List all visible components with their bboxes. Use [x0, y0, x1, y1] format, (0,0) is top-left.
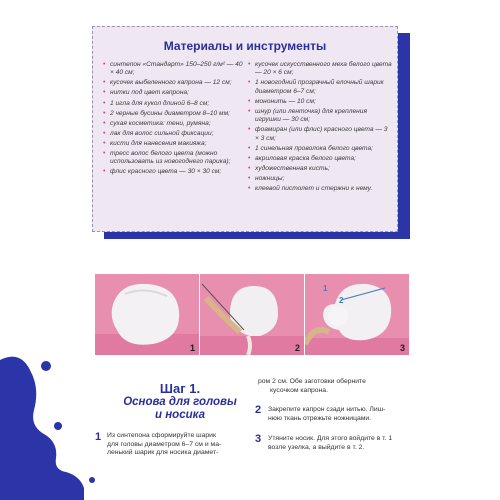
- photo-step-3: [305, 274, 409, 355]
- material-item: [103, 120, 243, 128]
- material-item: [248, 98, 393, 106]
- bullet-icon: •: [248, 174, 251, 182]
- instruction-2-line-2: нюю ткань отрежьте ножницами.: [268, 414, 372, 422]
- material-item: [103, 100, 243, 108]
- instruction-1-line-2: для головы диаметром 6–7 см и ма-: [107, 440, 222, 448]
- bullet-icon: •: [103, 79, 106, 87]
- bullet-icon: •: [248, 97, 251, 105]
- material-item: [248, 108, 393, 125]
- instruction-3-line-1: Утяните носик. Для этого войдите в т. 1: [268, 435, 393, 442]
- material-item-text: кисти для нанесения макияжа;: [110, 139, 207, 147]
- photo-step-2: [200, 274, 304, 355]
- bullet-icon: •: [248, 79, 251, 87]
- bullet-icon: •: [248, 154, 251, 162]
- instruction-1-line-1: Из синтепона сформируйте шарик: [107, 432, 216, 439]
- material-item-text: шнур (или ленточка) для крепления игрушки — 30 см;: [255, 107, 368, 124]
- step-heading: [120, 381, 240, 422]
- page-number: 6: [81, 449, 86, 458]
- material-item: [248, 185, 393, 193]
- material-item-text: ножницы;: [255, 174, 285, 182]
- bullet-icon: •: [103, 109, 106, 117]
- bullet-icon: •: [103, 61, 106, 68]
- bullet-icon: •: [248, 107, 251, 115]
- step-title: Шаг 1.: [159, 381, 201, 396]
- instruction-1: [107, 432, 257, 458]
- bullet-icon: •: [103, 129, 106, 137]
- materials-right-column: [248, 61, 393, 195]
- bullet-icon: •: [103, 99, 106, 107]
- material-item-text: фоамиран (или флис) красного цвета — 3 × 3 см;: [255, 126, 388, 142]
- instruction-2: [268, 406, 418, 423]
- instruction-1-continued: [258, 378, 408, 395]
- photo-number: 1: [189, 343, 195, 353]
- instruction-1-line-3: ленький шарик для носика диамет-: [107, 449, 219, 457]
- material-item: [103, 79, 243, 87]
- material-item-text: 2 черные бусины диаметром 8–10 мм;: [110, 109, 230, 117]
- step-number-1: 1: [95, 431, 102, 443]
- step-number-3: 3: [255, 433, 262, 445]
- material-item-text: мононить — 10 см;: [255, 97, 316, 105]
- blue-splash-decoration: [0, 330, 100, 500]
- bullet-icon: •: [248, 61, 251, 68]
- material-item-text: 1 игла для кукол длиной 6–8 см;: [110, 99, 210, 107]
- material-item-text: нитки под цвет капрона;: [110, 89, 189, 97]
- material-item-text: лак для волос сильной фиксации;: [110, 129, 214, 137]
- photo-number: 2: [294, 343, 300, 353]
- instruction-3-line-2: возле узелка, а выйдите в т. 2.: [268, 443, 365, 451]
- photo-point-label-2: 2: [339, 296, 344, 305]
- material-item-text: художественная кисть;: [255, 164, 330, 172]
- instruction-3: [268, 435, 418, 452]
- instruction-1-cont-line-2: кусочком капрона.: [270, 386, 328, 394]
- material-item: [103, 150, 243, 167]
- photo-number: 3: [399, 343, 405, 353]
- material-item-text: тресс волос белого цвета (можно использовать из новогоднего парика);: [110, 150, 231, 166]
- photo-step-1: [95, 274, 199, 355]
- step-number-2: 2: [255, 404, 262, 416]
- bullet-icon: •: [248, 185, 251, 193]
- material-item: [248, 155, 393, 163]
- material-item: [103, 130, 243, 138]
- material-item-text: клеевой пистолет и стержни к нему.: [255, 185, 373, 193]
- bullet-icon: •: [103, 168, 106, 176]
- materials-box: [92, 26, 398, 232]
- material-item-text: 1 новогодний прозрачный елочный шарик диаметром 6–7 см;: [255, 79, 384, 95]
- step-subtitle-line-2: и носика: [155, 409, 205, 421]
- bullet-icon: •: [248, 164, 251, 172]
- material-item: [248, 175, 393, 183]
- bullet-icon: •: [248, 144, 251, 152]
- material-item-text: флис красного цвета — 30 × 30 см;: [110, 168, 222, 176]
- instruction-2-line-1: Закрепите капрон сзади нитью. Лиш-: [268, 406, 386, 413]
- bullet-icon: •: [103, 139, 106, 147]
- material-item-text: кусочек искусственного меха белого цвета — 20 × 6 см;: [255, 61, 392, 77]
- material-item: [248, 79, 393, 96]
- material-item: [103, 168, 243, 176]
- bullet-icon: •: [103, 119, 106, 127]
- material-item: [248, 165, 393, 173]
- material-item-text: акриловая краска белого цвета;: [255, 154, 356, 162]
- materials-left-column: [103, 61, 243, 179]
- material-item-text: 1 синельная проволока белого цвета;: [255, 144, 373, 152]
- material-item-text: сухая косметика: тени, румяна;: [110, 119, 211, 127]
- photo-point-label-1: 1: [323, 284, 328, 293]
- material-item: [248, 61, 393, 78]
- material-item-text: синтепон «Стандарт» 150–250 г/м² — 40 × 40 см;: [110, 61, 243, 77]
- step-subtitle-line-1: Основа для головы: [123, 396, 237, 408]
- material-item: [103, 89, 243, 97]
- material-item: [248, 145, 393, 153]
- bullet-icon: •: [103, 89, 106, 97]
- material-item: [248, 126, 393, 143]
- bullet-icon: •: [248, 126, 251, 134]
- material-item: [103, 61, 243, 78]
- material-item-text: кусочек выбеленного капрона — 12 см;: [110, 79, 232, 87]
- bullet-icon: •: [103, 150, 106, 158]
- materials-title: Материалы и инструменты: [163, 39, 327, 53]
- instruction-1-cont-line-1: ром 2 см. Обе заготовки оберните: [258, 378, 366, 385]
- material-item: [103, 110, 243, 118]
- material-item: [103, 140, 243, 148]
